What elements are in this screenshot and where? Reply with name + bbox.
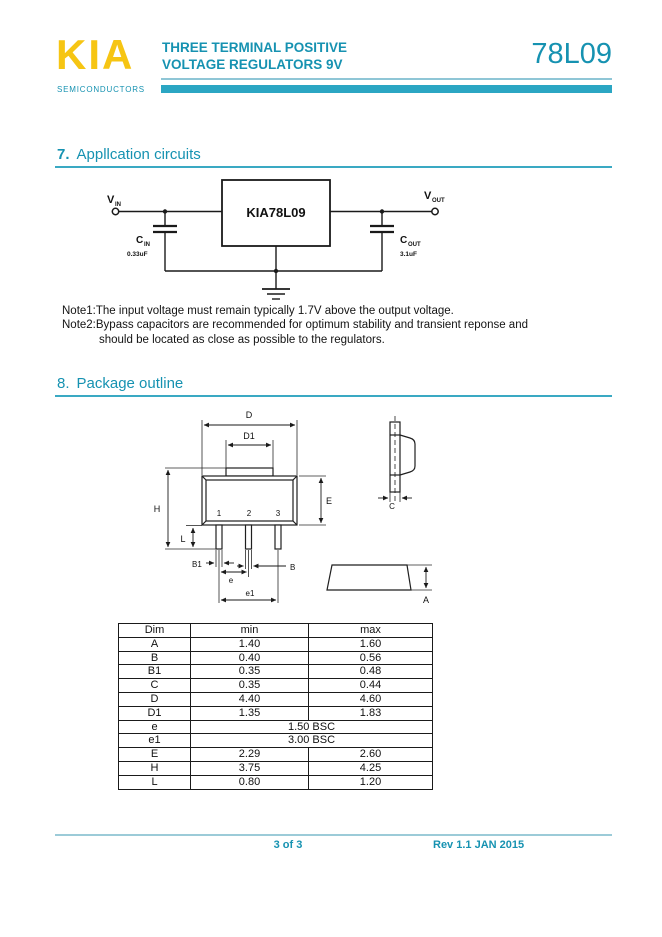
- dim-label-a: A: [422, 595, 430, 605]
- col-header-dim: Dim: [119, 624, 191, 638]
- vin-label-sub: IN: [115, 202, 121, 208]
- cell-max: 4.25: [309, 761, 433, 775]
- cell-min: 2.29: [191, 748, 309, 762]
- part-number: 78L09: [531, 38, 612, 70]
- table-row: [119, 651, 433, 665]
- cell-dim: A: [119, 637, 191, 651]
- cell-min: 0.40: [191, 651, 309, 665]
- cell-min: 3.75: [191, 761, 309, 775]
- junction-dot-input: [163, 209, 167, 213]
- header-rule-thin: [161, 78, 612, 80]
- section-8-title: Package outline: [76, 375, 184, 392]
- footer-page-number: 3 of 3: [273, 839, 303, 851]
- col-header-max: max: [309, 624, 433, 638]
- cell-dim: D1: [119, 706, 191, 720]
- pin-number-3: 3: [275, 509, 281, 518]
- cell-span-value: 3.00 BSC: [191, 734, 433, 748]
- cell-dim: B: [119, 651, 191, 665]
- cell-dim: e1: [119, 734, 191, 748]
- document-title: [162, 39, 347, 73]
- dim-label-e-pitch: e: [228, 576, 234, 585]
- header-rule-thick: [161, 85, 612, 93]
- cell-span-value: 1.50 BSC: [191, 720, 433, 734]
- table-row: [119, 748, 433, 762]
- section-7-number: 7.: [57, 146, 70, 163]
- cout-label: C: [400, 235, 408, 246]
- cell-max: 2.60: [309, 748, 433, 762]
- dim-label-l: L: [180, 534, 186, 544]
- cell-max: 0.56: [309, 651, 433, 665]
- cell-min: 0.35: [191, 679, 309, 693]
- section-7-title: Appllcation circuits: [76, 146, 201, 163]
- document-title-line1: THREE TERMINAL POSITIVE: [162, 40, 348, 55]
- vout-label-sub: OUT: [432, 198, 445, 204]
- application-notes: [62, 304, 528, 347]
- regulator-label: KIA78L09: [246, 205, 306, 220]
- table-row: [119, 665, 433, 679]
- cell-max: 0.44: [309, 679, 433, 693]
- dim-label-c: C: [389, 502, 395, 511]
- cell-dim: D: [119, 692, 191, 706]
- cell-max: 4.60: [309, 692, 433, 706]
- cin-value: 0.33uF: [127, 251, 148, 258]
- package-side-view: [390, 416, 415, 504]
- table-row: [119, 775, 433, 789]
- kia-logo-subtext: SEMICONDUCTORS: [57, 85, 145, 94]
- dim-label-h: H: [153, 504, 161, 514]
- table-row: [119, 692, 433, 706]
- junction-dot-ground: [274, 269, 278, 273]
- cell-dim: L: [119, 775, 191, 789]
- table-row: [119, 637, 433, 651]
- dimension-table: [118, 623, 433, 790]
- cell-dim: C: [119, 679, 191, 693]
- cell-min: 1.40: [191, 637, 309, 651]
- dim-label-b1: B1: [192, 560, 202, 569]
- cout-value: 3.1uF: [400, 251, 417, 258]
- cin-label: C: [136, 235, 144, 246]
- dim-label-b: B: [290, 563, 296, 572]
- section-8-underline: [55, 395, 612, 397]
- table-row: [119, 734, 433, 748]
- cell-dim: e: [119, 720, 191, 734]
- output-capacitor: [370, 226, 394, 232]
- dim-label-d: D: [245, 410, 253, 420]
- table-row: [119, 679, 433, 693]
- note-1: Note1:The input voltage must remain typically 1.7V above the output voltage.: [62, 305, 454, 317]
- vout-label: V: [424, 190, 432, 202]
- cell-max: 1.20: [309, 775, 433, 789]
- cell-min: 4.40: [191, 692, 309, 706]
- table-row: [119, 706, 433, 720]
- section-8-number: 8.: [57, 375, 70, 392]
- footer-rule: [55, 834, 612, 836]
- vin-label: V: [107, 194, 115, 206]
- col-header-min: min: [191, 624, 309, 638]
- application-circuit-diagram: [80, 170, 580, 310]
- package-bottom-profile: [327, 565, 411, 590]
- cell-dim: H: [119, 761, 191, 775]
- cin-label-sub: IN: [144, 242, 150, 248]
- document-title-line2: VOLTAGE REGULATORS 9V: [162, 57, 343, 72]
- ground-symbol: [262, 289, 290, 299]
- cell-max: 0.48: [309, 665, 433, 679]
- dim-label-e-body: E: [326, 496, 333, 506]
- note-2-line2: should be located as close as possible to the regulators.: [99, 333, 385, 346]
- table-row: [119, 761, 433, 775]
- section-7-underline: [55, 166, 612, 168]
- footer-revision: Rev 1.1 JAN 2015: [433, 839, 525, 851]
- section-8-heading: [57, 375, 183, 392]
- cell-max: 1.83: [309, 706, 433, 720]
- vin-terminal: [112, 208, 118, 214]
- cell-dim: B1: [119, 665, 191, 679]
- table-row: [119, 720, 433, 734]
- dim-label-d1: D1: [243, 431, 255, 441]
- cell-min: 0.35: [191, 665, 309, 679]
- note-2-line1: Note2:Bypass capacitors are recommended for optimum stability and transient reponse and: [62, 319, 528, 332]
- pin-number-2: 2: [246, 509, 252, 518]
- kia-logo: KIA: [56, 31, 135, 78]
- cell-min: 0.80: [191, 775, 309, 789]
- cout-label-sub: OUT: [408, 242, 421, 248]
- junction-dot-output: [380, 209, 384, 213]
- pin-number-1: 1: [216, 509, 222, 518]
- dim-label-e1: e1: [245, 589, 255, 598]
- package-outline-drawing: [140, 402, 510, 620]
- section-7-heading: [57, 146, 201, 163]
- input-capacitor: [153, 226, 177, 232]
- vout-terminal: [432, 208, 438, 214]
- cell-min: 1.35: [191, 706, 309, 720]
- table-header-row: [119, 624, 433, 638]
- cell-max: 1.60: [309, 637, 433, 651]
- cell-dim: E: [119, 748, 191, 762]
